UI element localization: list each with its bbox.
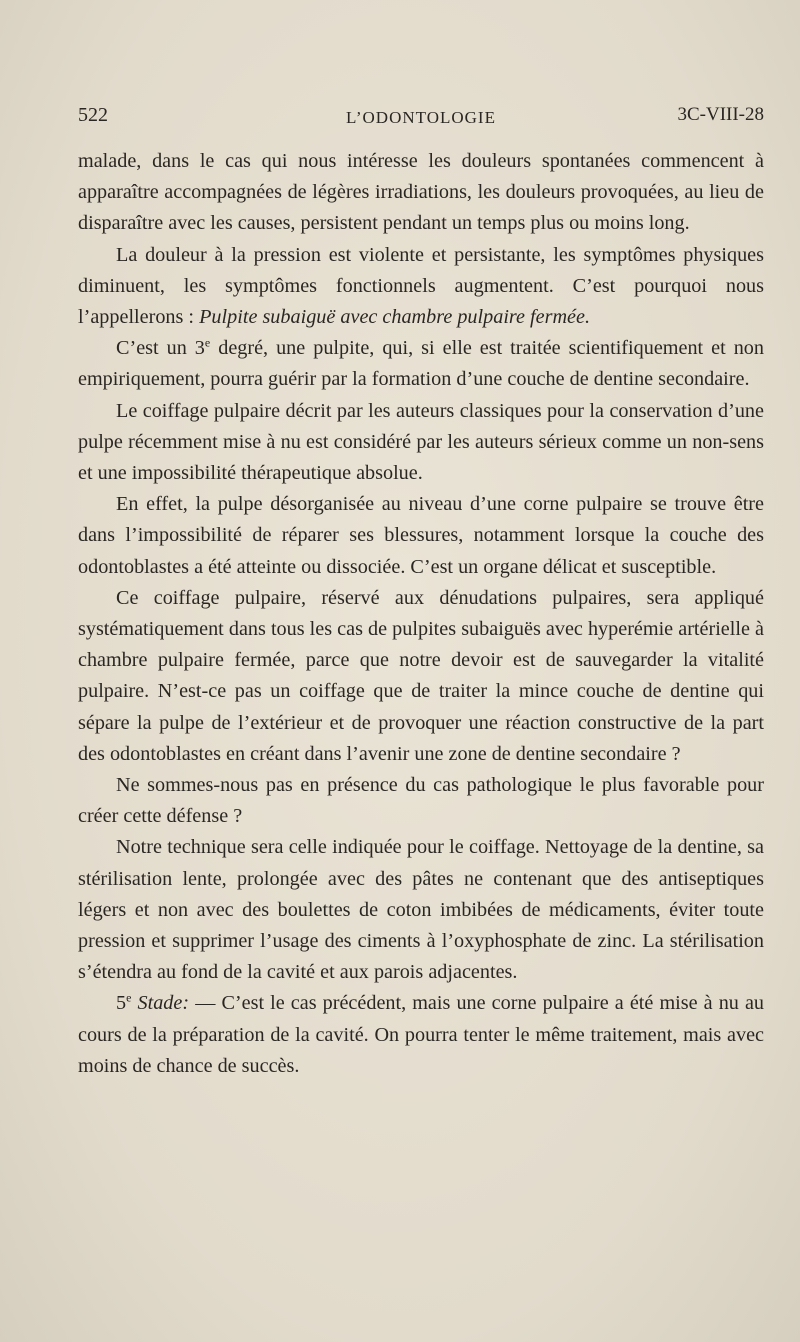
paragraph-1 bbox=[78, 146, 764, 240]
page-header bbox=[78, 104, 764, 134]
ordinal-superscript: e bbox=[126, 990, 132, 1005]
paragraph-text: Ce coiffage pulpaire, réservé aux dénudations pulpaires, sera appliqué systématiquement dans tous les cas de pulpites subaiguës avec hyperémie artérielle à chambre pulpaire fermée, parce que notre devoir est de sauvegarder la vitalité pulpaire. N’est-ce pas un coiffage que de traiter la mince couche de dentine qui sépare la pulpe de l’extérieur et de provoquer une réaction constructive de la part des odontoblastes en créant dans l’avenir une zone de dentine secondaire ? bbox=[78, 586, 764, 765]
paragraph-2 bbox=[78, 240, 764, 334]
paragraph-text: La douleur à la pression est violente et persistante, les symptômes physiques diminuent, les symptômes fonctionnels augmentent. C’est pourquoi nous l’appellerons : bbox=[78, 243, 764, 329]
paragraph-9 bbox=[78, 988, 764, 1082]
italic-term: Pulpite subaiguë avec chambre pulpaire fermée. bbox=[199, 306, 591, 329]
ordinal-superscript: e bbox=[204, 335, 211, 350]
paragraph-text: En effet, la pulpe désorganisée au niveau d’une corne pulpaire se trouve être dans l’impossibilité de réparer ses blessures, notamment lorsque la couche des odontoblastes a été atteinte ou dissociée. C’est un organe délicat et susceptible. bbox=[78, 493, 764, 578]
paragraph-text: Ne sommes-nous pas en présence du cas pathologique le plus favorable pour créer cette défense ? bbox=[78, 774, 764, 828]
paragraph-text: — C’est le cas précédent, mais une corne pulpaire a été mise à nu au cours de la préparation de la cavité. On pourra tenter le même traitement, mais avec moins de chance de succès. bbox=[78, 992, 765, 1077]
issue-reference: 3C-VIII-28 bbox=[677, 104, 764, 125]
paragraph-text: malade, dans le cas qui nous intéresse les douleurs spontanées commencent à apparaître accompagnées de légères irradiations, les douleurs provoquées, au lieu de disparaître avec les causes, persistent pendant un temps plus ou moins long. bbox=[78, 150, 764, 235]
body-text bbox=[78, 146, 764, 1082]
paragraph-3 bbox=[78, 333, 764, 395]
paragraph-4 bbox=[78, 396, 764, 490]
paragraph-lead: C’est un 3 bbox=[116, 337, 205, 360]
paragraph-text: Le coiffage pulpaire décrit par les auteurs classiques pour la conservation d’une pulpe récemment mise à nu est considéré par les auteurs sérieux comme un non-sens et une impossibilité thérapeutique absolue. bbox=[78, 399, 764, 485]
paragraph-8 bbox=[78, 832, 764, 988]
running-title: L’ODONTOLOGIE bbox=[346, 108, 496, 127]
page-number: 522 bbox=[78, 104, 108, 126]
paragraph-6 bbox=[78, 583, 764, 770]
paragraph-7 bbox=[78, 770, 764, 832]
paragraph-text: degré, une pulpite, qui, si elle est traitée scientifiquement et non empiriquement, pourra guérir par la formation d’une couche de dentine secondaire. bbox=[78, 337, 764, 391]
paragraph-text: Notre technique sera celle indiquée pour le coiffage. Nettoyage de la dentine, sa stérilisation lente, prolongée avec des pâtes ne contenant que des antiseptiques légers et non avec des boulettes de coton imbibées de médicaments, éviter toute pression et supprimer l’usage des ciments à l’oxyphosphate de zinc. La stérilisation s’étendra au fond de la cavité et aux parois adjacentes. bbox=[78, 836, 764, 984]
section-heading: Stade: bbox=[137, 992, 190, 1015]
paragraph-lead: 5 bbox=[116, 992, 127, 1015]
paragraph-5 bbox=[78, 489, 764, 583]
